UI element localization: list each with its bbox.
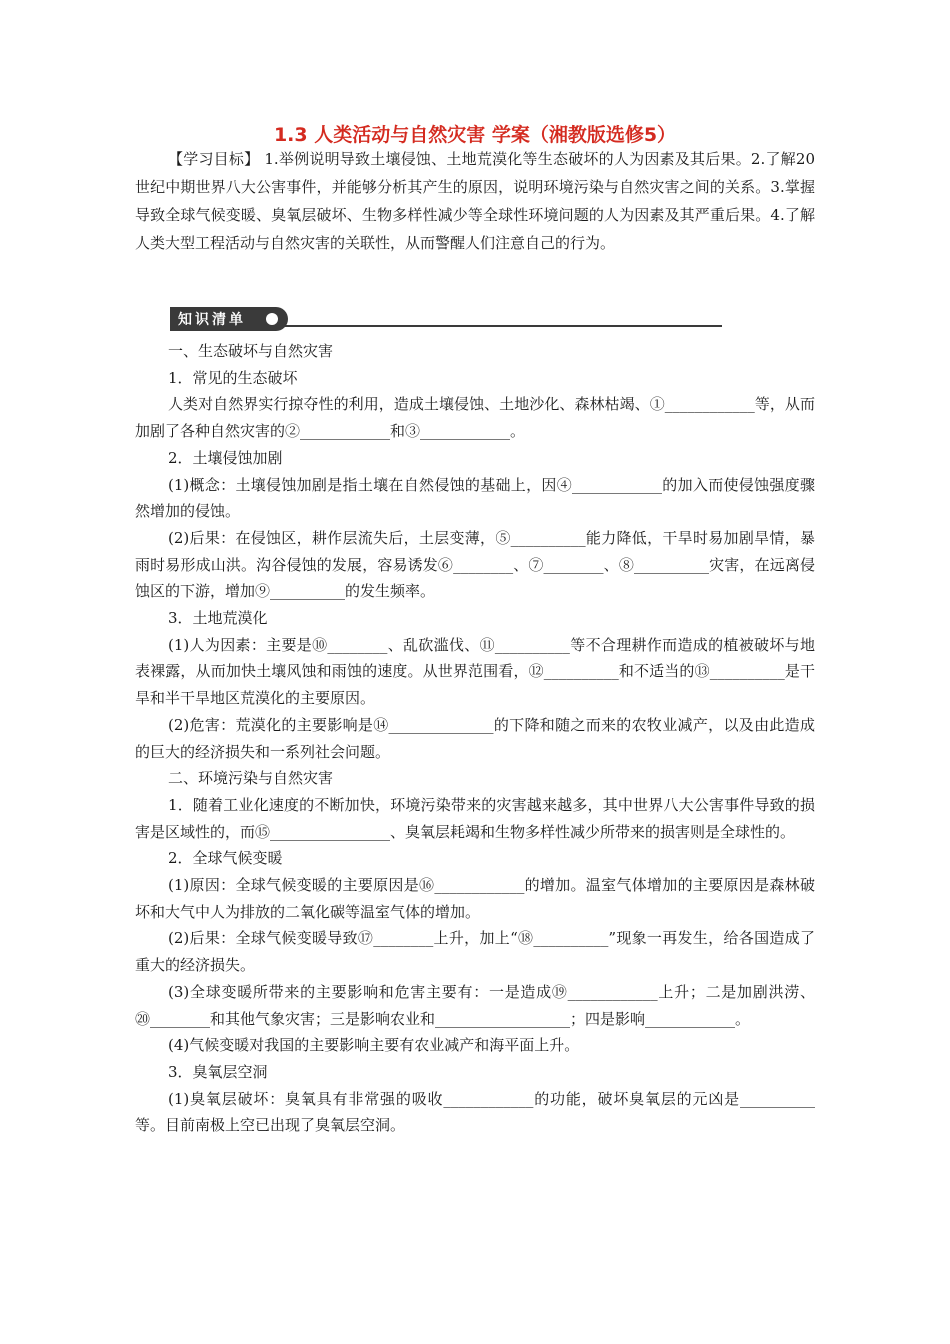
heading-1: 一、生态破坏与自然灾害: [168, 342, 334, 360]
section-header: [170, 307, 555, 333]
section-label: 知识清单: [178, 312, 246, 328]
paragraph: (4)气候变暖对我国的主要影响主要有农业减产和海平面上升。: [168, 1036, 580, 1055]
bullet-dot-icon: [266, 313, 278, 325]
paragraph: 1．随着工业化速度的不断加快，环境污染带来的灾害越来越多，其中世界八大公害事件导致的损害是区域性的，而⑮________________、臭氧层耗竭和生物多样性减少所带来的损害则是全球性的。: [135, 795, 815, 841]
subheading: 2．土壤侵蚀加剧: [168, 448, 283, 467]
paragraph: (1)原因：全球气候变暖的主要原因是⑯____________的增加。温室气体增加的主要原因是森林破坏和大气中人为排放的二氧化碳等温室气体的增加。: [135, 876, 815, 921]
section-divider: [282, 325, 722, 327]
paragraph: (2)后果：全球气候变暖导致⑰________上升，加上“⑱__________”现象一再发生，给各国造成了重大的经济损失。: [135, 929, 815, 975]
paragraph: (2)危害：荒漠化的主要影响是⑭______________的下降和随之而来的农牧业减产，以及由此造成的巨大的经济损失和一系列社会问题。: [135, 715, 815, 761]
subheading: 1．常见的生态破坏: [168, 368, 298, 387]
paragraph: (3)全球变暖所带来的主要影响和危害主要有：一是造成⑲____________上升；二是加剧洪涝、⑳________和其他气象灾害；三是影响农业和__________________；四是影响____________。: [135, 982, 815, 1028]
paragraph: 人类对自然界实行掠夺性的利用，造成土壤侵蚀、土地沙化、森林枯竭、①____________等，从而加剧了各种自然灾害的②____________和③____________。: [135, 395, 815, 441]
section-tab: [170, 307, 288, 331]
subheading: 3．臭氧层空洞: [168, 1062, 268, 1081]
document-title: 1.3 人类活动与自然灾害 学案（湘教版选修5）: [273, 124, 677, 146]
heading-2: 二、环境污染与自然灾害: [168, 769, 334, 788]
paragraph: (1)概念：土壤侵蚀加剧是指土壤在自然侵蚀的基础上，因④____________的加入而使侵蚀强度骤然增加的侵蚀。: [135, 475, 815, 521]
paragraph: (1)臭氧层破坏：臭氧具有非常强的吸收____________的功能，破坏臭氧层的元凶是__________等。目前南极上空已出现了臭氧层空洞。: [135, 1089, 815, 1135]
paragraph: (1)人为因素：主要是⑩________、乱砍滥伐、⑪__________等不合理耕作而造成的植被破坏与地表裸露，从而加快土壤风蚀和雨蚀的速度。从世界范围看，⑫__________和不适当的⑬__________是干旱和半干旱地区荒漠化的主要原因。: [135, 635, 815, 708]
subheading: 3．土地荒漠化: [168, 609, 268, 628]
paragraph: (2)后果：在侵蚀区，耕作层流失后，土层变薄，⑤__________能力降低，干旱时易加剧旱情，暴雨时易形成山洪。沟谷侵蚀的发展，容易诱发⑥________、⑦________、⑧__________灾害，在远离侵蚀区的下游，增加⑨__________的发生频率。: [135, 528, 815, 601]
subheading: 2．全球气候变暖: [168, 849, 283, 868]
knowledge-content: [135, 338, 815, 1139]
learning-objectives: 【学习目标】 1.举例说明导致土壤侵蚀、土地荒漠化等生态破坏的人为因素及其后果。2.了解20世纪中期世界八大公害事件，并能够分析其产生的原因，说明环境污染与自然灾害之间的关系。3.掌握导致全球气候变暖、臭氧层破坏、生物多样性减少等全球性环境问题的人为因素及其严重后果。4.了解人类大型工程活动与自然灾害的关联性，从而警醒人们注意自己的行为。: [135, 150, 815, 252]
